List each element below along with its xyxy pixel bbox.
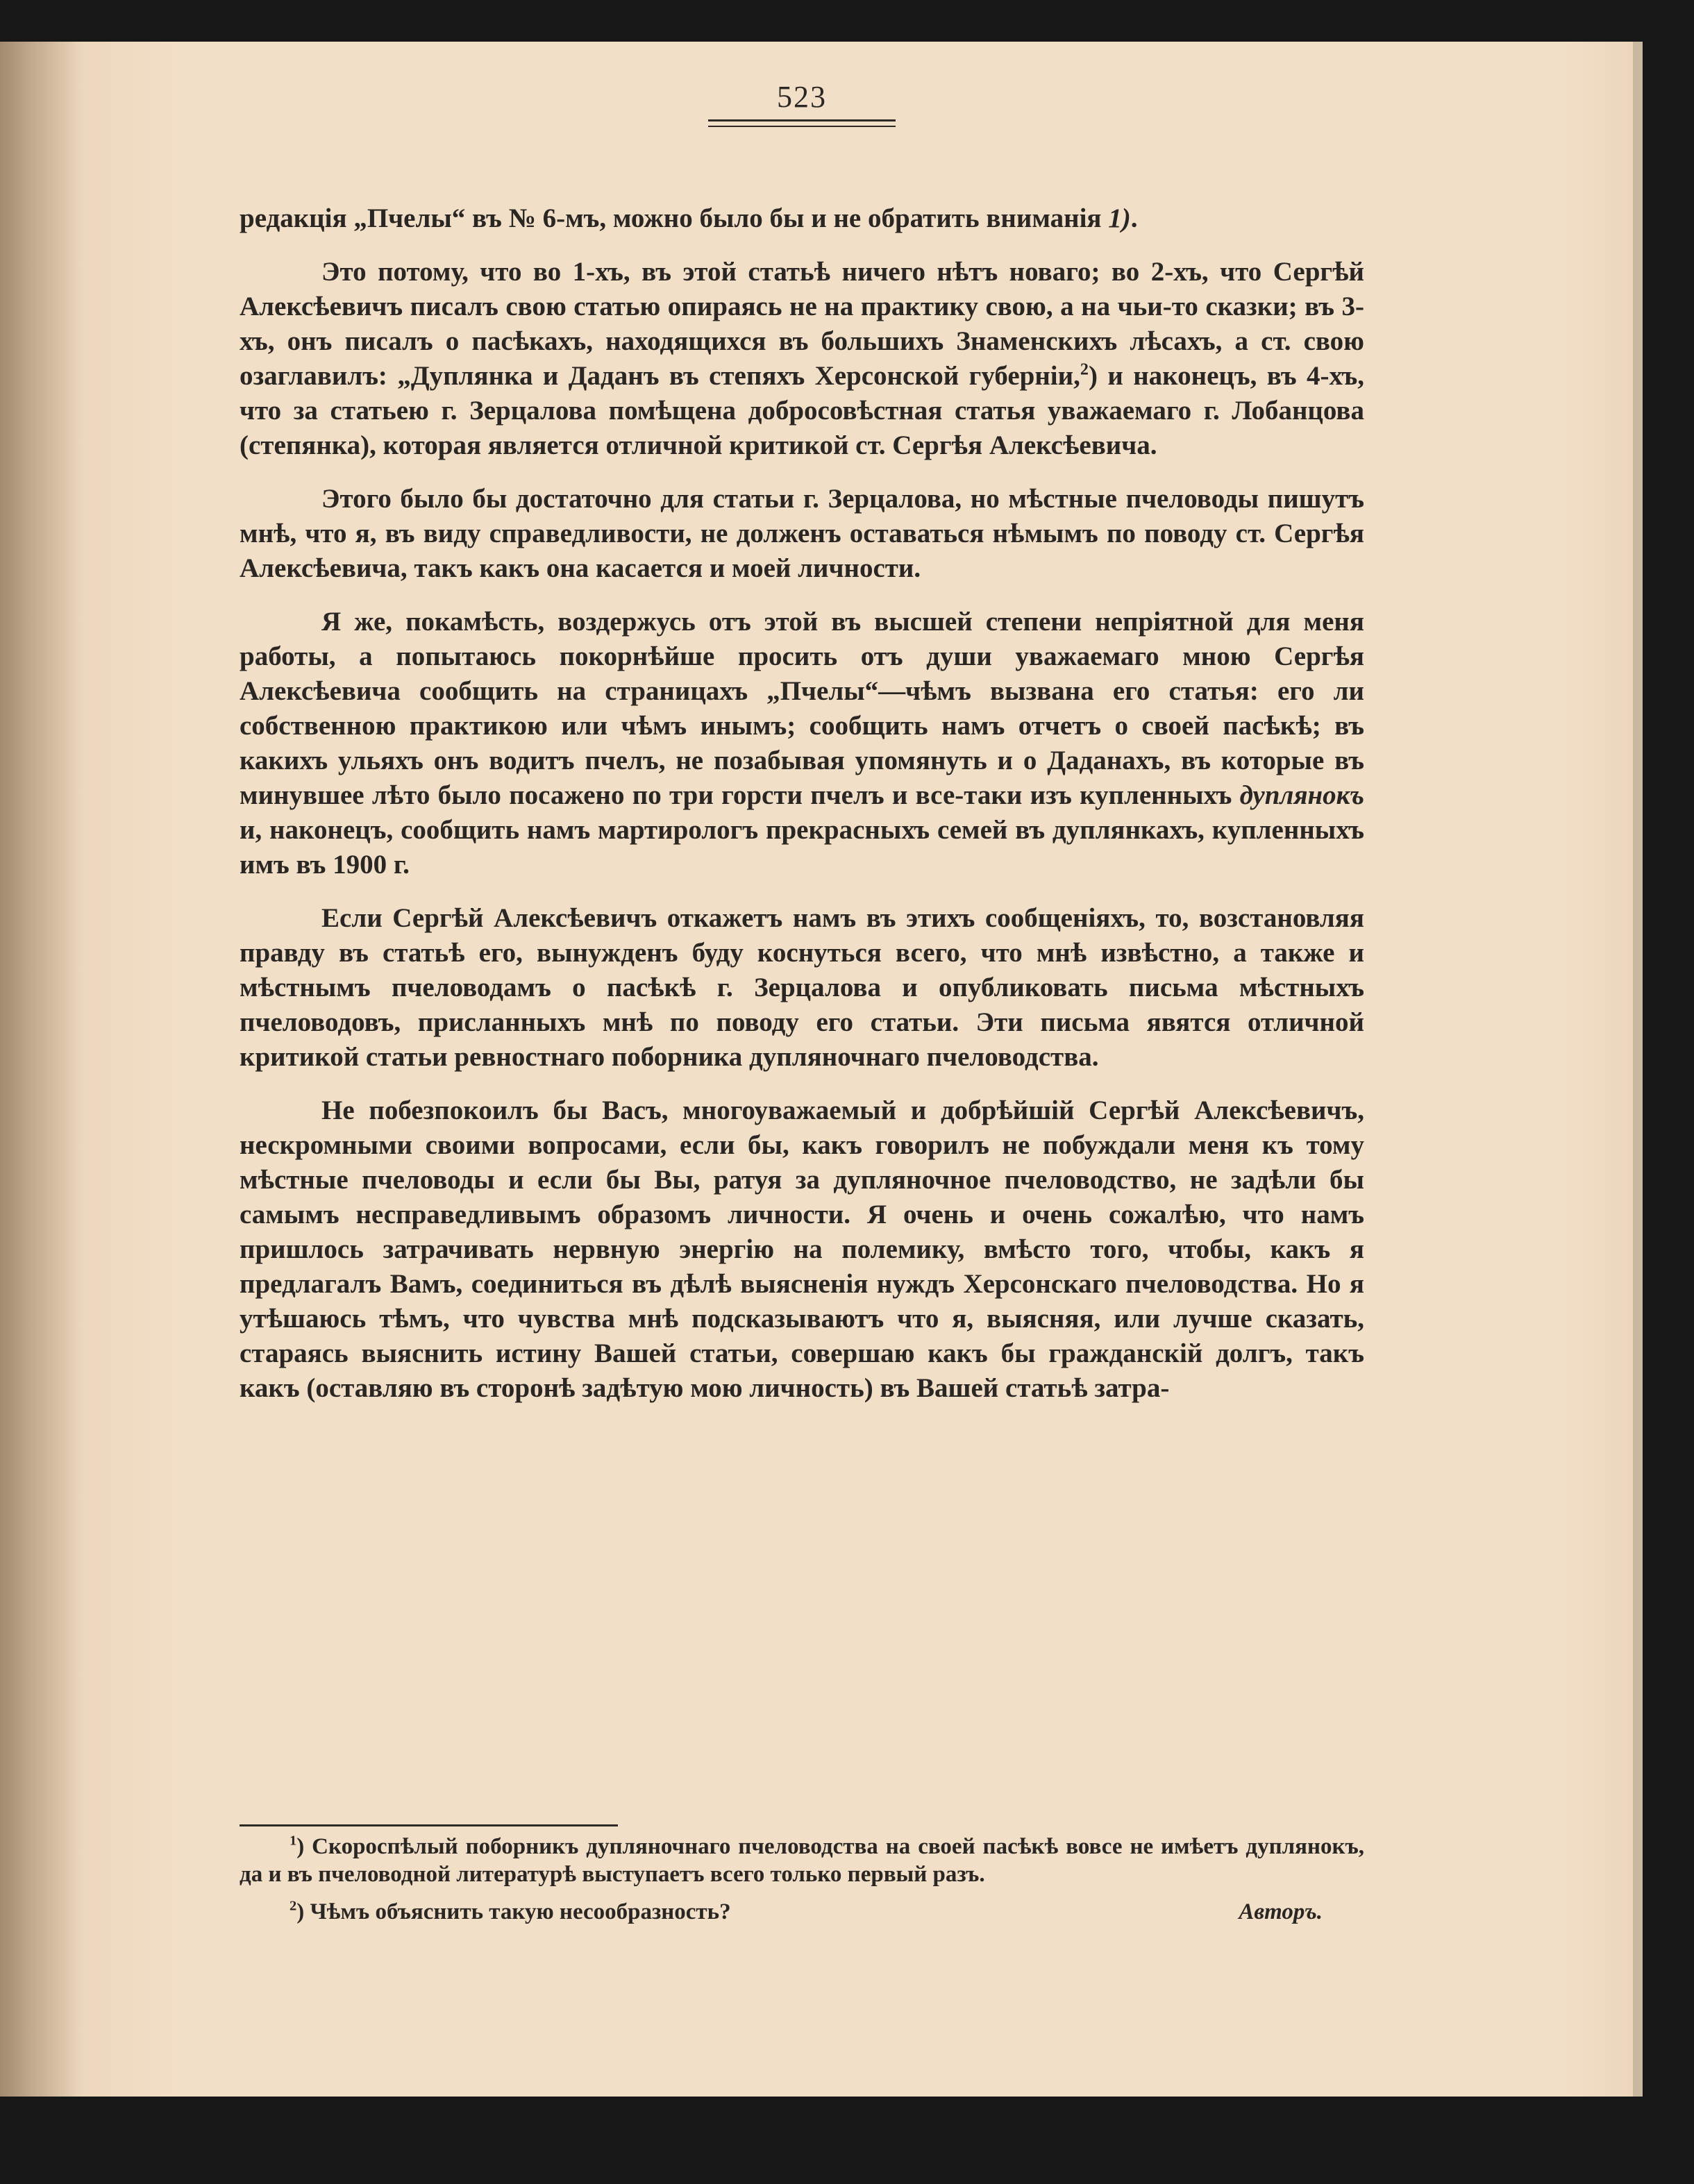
paragraph — [240, 901, 1364, 1075]
paragraph-text: Это потому, что во 1-хъ, въ этой статьѣ ничего нѣтъ новаго; во 2-хъ, что Сергѣй Алексѣевичъ писалъ свою статью опираясь не на практику свою, а на чьи-то сказки; въ 3-хъ, онъ писалъ о пасѣкахъ, находящихся въ большихъ Знаменскихъ лѣсахъ, а ст. свою озаглавилъ: „Дуплянка и Даданъ въ степяхъ Херсонской губерніи, — [240, 257, 1364, 391]
page-gutter-shadow — [0, 42, 83, 2097]
footnote-reference: 1) — [1108, 203, 1131, 233]
footnotes — [240, 1833, 1364, 1935]
footnote-text: ) Чѣмъ объяснить такую несообразность? — [296, 1899, 731, 1924]
footnote-mark: 1 — [290, 1833, 297, 1849]
author-signature: Авторъ. — [1239, 1899, 1323, 1924]
paragraph-text: и, наконецъ, сообщить намъ мартирологъ прекрасныхъ семей въ дуплянкахъ, купленныхъ имъ въ 1900 г. — [240, 815, 1364, 880]
paragraph — [240, 1093, 1364, 1406]
paragraph-text: Этого было бы достаточно для статьи г. Зерцалова, но мѣстные пчеловоды пишутъ мнѣ, что я, въ виду справедливости, не долженъ оставаться нѣмымъ по поводу ст. Сергѣя Алексѣевича, такъ какъ она касается и моей личности. — [240, 484, 1364, 583]
footnote — [240, 1833, 1364, 1888]
paragraph-text: Если Сергѣй Алексѣевичъ откажетъ намъ въ этихъ сообщеніяхъ, то, возстановляя правду въ статьѣ его, вынужденъ буду коснуться всего, что мнѣ извѣстно, а также и мѣстнымъ пчеловодамъ о пасѣкѣ г. Зерцалова и опубликовать письма мѣстныхъ пчеловодовъ, присланныхъ мнѣ по поводу его статьи. Эти письма явятся отличной критикой статьи ревностнаго поборника дупляночнаго пчеловодства. — [240, 903, 1364, 1072]
main-text — [240, 201, 1364, 1425]
paragraph — [240, 482, 1364, 586]
footnote — [240, 1898, 1364, 1926]
page-edge — [1633, 42, 1643, 2097]
paragraph-text: Не побезпокоилъ бы Васъ, многоуважаемый и добрѣйшій Сергѣй Алексѣевичъ, нескромными своими вопросами, если бы, какъ говорилъ не побуждали меня къ тому мѣстные пчеловоды и если бы Вы, ратуя за дупляночное пчеловодство, не задѣли бы самымъ несправедливымъ образомъ личности. Я очень и очень сожалѣю, что намъ пришлось затрачивать нервную энергію на полемику, вмѣсто того, чтобы, какъ я предлагалъ Вамъ, соединиться въ дѣлѣ выясненія нуждъ Херсонскаго пчеловодства. Но я утѣшаюсь тѣмъ, что чувства мнѣ подсказываютъ что я, выясняя, или лучше сказать, стараясь выяснить истину Вашей статьи, совершаю какъ бы гражданскій долгъ, такъ какъ (оставляю въ сторонѣ задѣтую мою личность) въ Вашей статьѣ затра- — [240, 1095, 1364, 1403]
footnote-separator — [240, 1824, 618, 1826]
paragraph — [240, 605, 1364, 882]
header-rule-bottom — [708, 126, 896, 127]
paragraph-text: . — [1130, 203, 1138, 233]
footnote-text: ) Скороспѣлый поборникъ дупляночнаго пчеловодства на своей пасѣкѣ вовсе не имѣетъ дуплянокъ, да и въ пчеловодной литературѣ выступаетъ всего только первый разъ. — [240, 1834, 1364, 1887]
emphasized-word: дуплянокъ — [1239, 780, 1364, 810]
paragraph — [240, 201, 1364, 236]
header-rule-top — [708, 119, 896, 121]
paragraph — [240, 255, 1364, 463]
page-header — [708, 78, 896, 127]
paragraph-text: ) и наконецъ, въ 4-хъ, что за статьею г. Зерцалова помѣщена добросовѣстная статья уважаемаго г. Лобанцова (степянка), которая является отличной критикой ст. Сергѣя Алексѣевича. — [240, 361, 1364, 460]
footnote-reference: 2 — [1080, 360, 1089, 379]
paragraph-text: Я же, покамѣсть, воздержусь отъ этой въ высшей степени непріятной для меня работы, а попытаюсь покорнѣйше просить отъ души уважаемаго мною Сергѣя Алексѣевича сообщить на страницахъ „Пчелы“—чѣмъ вызвана его статья: его ли собственною практикою или чѣмъ инымъ; сообщить намъ отчетъ о своей пасѣкѣ; въ какихъ ульяхъ онъ водитъ пчелъ, не позабывая упомянуть и о Даданахъ, въ которые въ минувшее лѣто было посажено по три горсти пчелъ и все-таки изъ купленныхъ — [240, 607, 1364, 810]
page-number: 523 — [777, 80, 827, 114]
footnote-mark: 2 — [290, 1898, 297, 1914]
paragraph-text: редакція „Пчелы“ въ № 6-мъ, можно было бы и не обратить вниманія — [240, 203, 1109, 233]
